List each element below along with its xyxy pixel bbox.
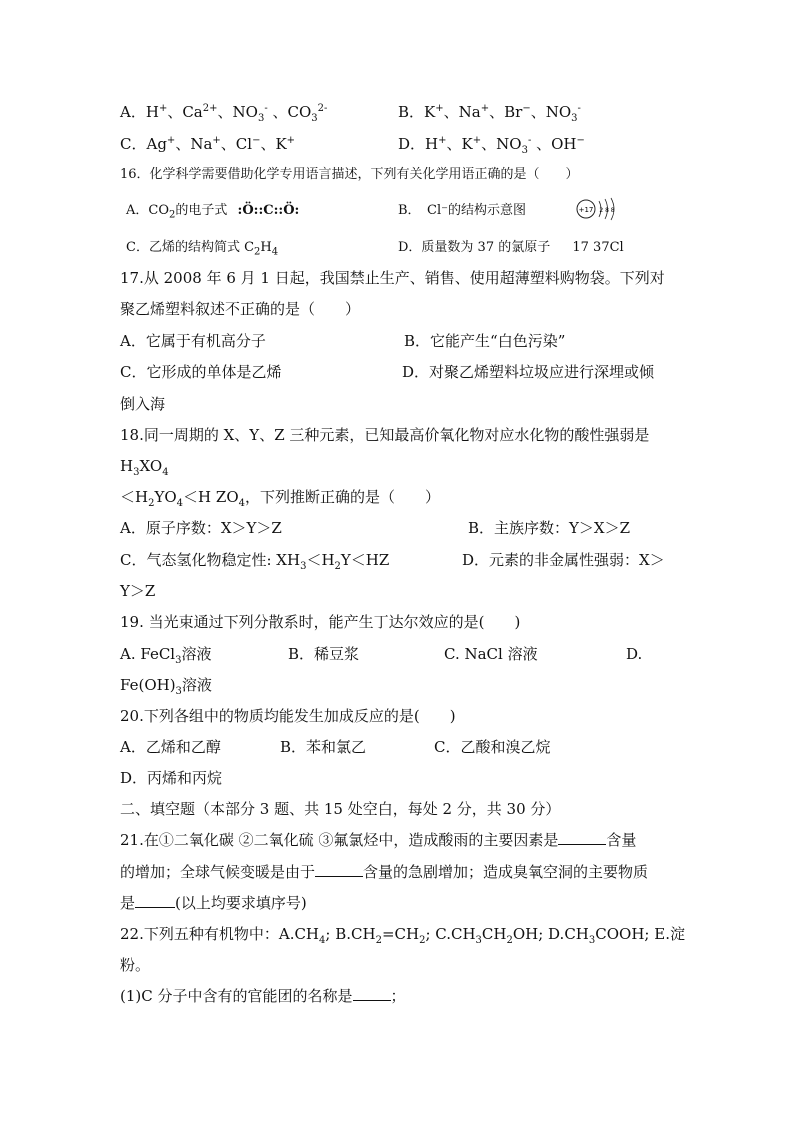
q21-line1: 21.在①二氧化碳 ②二氧化硫 ③氟氯烃中，造成酸雨的主要因素是 含量 bbox=[120, 831, 637, 849]
co2-electron-formula: :Ö::C::Ö: bbox=[237, 203, 300, 218]
q21-blank-1[interactable] bbox=[558, 830, 606, 845]
q21-blank-2[interactable] bbox=[315, 862, 363, 877]
q20-option-d: D．丙烯和丙烷 bbox=[120, 769, 223, 787]
q16-stem: 16．化学科学需要借助化学专用语言描述，下列有关化学用语正确的是（ ） bbox=[120, 167, 579, 182]
q17-option-b: B．它能产生“白色污染” bbox=[404, 332, 566, 350]
q22-blank-1[interactable] bbox=[353, 986, 391, 1001]
q18-stem-line3: $<H_2YO_4<H$ $ZO_4$，下列推断正确的是（ ） bbox=[120, 488, 441, 509]
q17-option-a: A．它属于有机高分子 bbox=[120, 332, 266, 350]
q21-blank-3[interactable] bbox=[135, 893, 175, 908]
q19-option-a: A. FeCl$_3$溶液 bbox=[120, 645, 212, 666]
q22-line1: 22.下列五种有机物中：$A.CH_4$; $B.CH_2=CH_2$; $C.CH_3CH_2OH$; $D.CH_3COOH$; E.淀 bbox=[120, 925, 685, 946]
q20-stem: 20.下列各组中的物质均能发生加成反应的是( ) bbox=[120, 707, 456, 725]
svg-text:2 8 8: 2 8 8 bbox=[599, 207, 615, 214]
q15-option-a: A．H+、$Ca^{2+}$、$NO_3^-$ 、$CO_3^{2-}$ bbox=[120, 103, 328, 124]
q16-option-d: D．质量数为 37 的氯原子 17 37Cl bbox=[398, 240, 624, 255]
q15-option-d: D．H+、K+、$NO_3^-$ 、OH− bbox=[398, 135, 585, 156]
q18-stem-line2: $H_3XO_4$ bbox=[120, 457, 169, 478]
chlorine-37-symbol: 17 37Cl bbox=[572, 240, 624, 255]
q16-option-c: C．乙烯的结构简式 $C_2H_4$ bbox=[126, 240, 279, 258]
q22-line2: 粉。 bbox=[120, 956, 151, 974]
chlorine-ion-structure-diagram bbox=[574, 196, 620, 222]
q18-option-a: A．原子序数：X＞Y＞Z bbox=[120, 519, 282, 537]
section-title-fill-in: 二、填空题（本部分 3 题、共 15 处空白，每处 2 分，共 30 分） bbox=[120, 800, 561, 818]
q15-option-c: C．Ag+、Na+、Cl−、K+ bbox=[120, 135, 296, 153]
q22-sub1: (1)C 分子中含有的官能团的名称是 ； bbox=[120, 987, 406, 1005]
q16-option-b: B． Cl⁻的结构示意图 bbox=[398, 203, 527, 218]
q19-option-b: B．稀豆浆 bbox=[288, 645, 360, 663]
q17-option-d: D．对聚乙烯塑料垃圾应进行深埋或倾 bbox=[402, 363, 655, 381]
q18-stem-line1: 18.同一周期的 X、Y、Z 三种元素，已知最高价氧化物对应水化物的酸性强弱是 bbox=[120, 426, 650, 444]
q18-option-d: D．元素的非金属性强弱：X＞ bbox=[462, 551, 665, 569]
q17-option-c: C．它形成的单体是乙烯 bbox=[120, 363, 282, 381]
q19-option-d: D. bbox=[626, 645, 643, 663]
q20-option-a: A．乙烯和乙醇 bbox=[120, 738, 221, 756]
q15-option-b: B．K+、Na+、Br−、$NO_3^-$ bbox=[398, 103, 581, 124]
q19-stem: 19. 当光束通过下列分散系时，能产生丁达尔效应的是( ) bbox=[120, 613, 521, 631]
q18-option-d-cont: Y＞Z bbox=[120, 582, 156, 600]
q19-option-c: C. NaCl 溶液 bbox=[444, 645, 538, 663]
q18-option-c: C．气态氢化物稳定性: $XH_3<H_2Y<HZ$ bbox=[120, 551, 390, 572]
q21-line2: 的增加；全球气候变暖是由于 含量的急剧增加；造成臭氧空洞的主要物质 bbox=[120, 863, 649, 881]
q20-option-b: B．苯和氯乙 bbox=[280, 738, 367, 756]
q17-option-d-cont: 倒入海 bbox=[120, 395, 166, 413]
q21-line3: 是 (以上均要求填序号) bbox=[120, 894, 307, 912]
q19-option-d-cont: $Fe(OH)_3$溶液 bbox=[120, 676, 212, 697]
svg-text:+17: +17 bbox=[578, 206, 594, 214]
q16-option-a: A．$CO_2$的电子式 :Ö::C::Ö: bbox=[126, 203, 300, 221]
q18-option-b: B．主族序数：Y＞X＞Z bbox=[468, 519, 631, 537]
q17-stem-line2: 聚乙烯塑料叙述不正确的是（ ） bbox=[120, 300, 361, 318]
q17-stem-line1: 17.从 2008 年 6 月 1 日起，我国禁止生产、销售、使用超薄塑料购物袋。下列对 bbox=[120, 269, 665, 287]
q20-option-c: C．乙酸和溴乙烷 bbox=[434, 738, 551, 756]
